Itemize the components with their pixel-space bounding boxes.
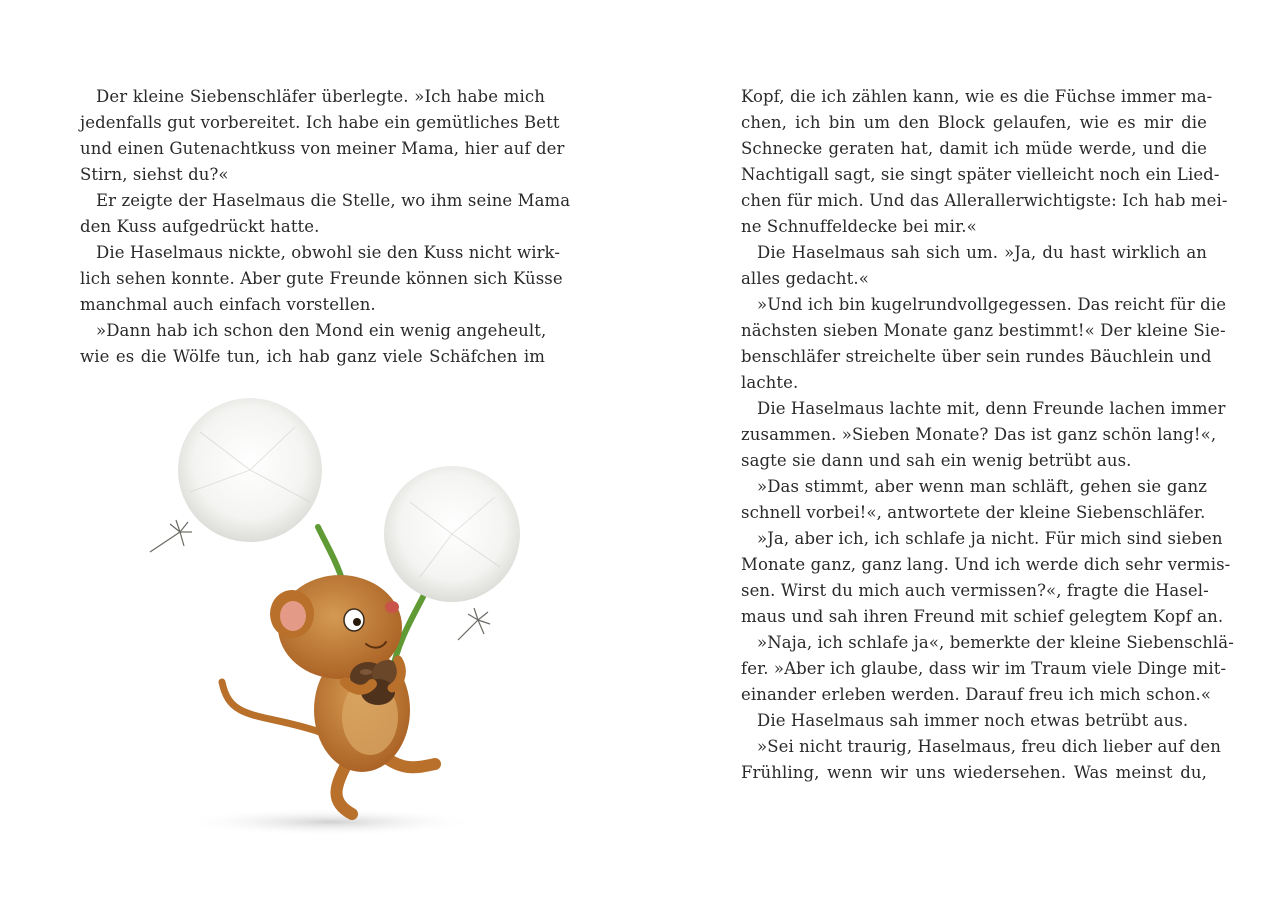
text-line: Der kleine Siebenschläfer überlegte. »Ich habe mich — [96, 87, 545, 106]
text-line: schnell vorbei!«, antwortete der kleine Siebenschläfer. — [741, 503, 1206, 522]
text-line: chen für mich. Und das Allerallerwichtigste: Ich hab mei- — [741, 191, 1228, 210]
text-line: nächsten sieben Monate ganz bestimmt!« Der kleine Sie- — [741, 321, 1226, 340]
text-line: »Naja, ich schlafe ja«, bemerkte der kleine Siebenschlä- — [757, 633, 1234, 652]
text-line: einander erleben werden. Darauf freu ich mich schon.« — [741, 685, 1212, 704]
text-line: Die Haselmaus sah sich um. »Ja, du hast wirklich an — [757, 243, 1207, 262]
mouse-pupil — [353, 618, 361, 626]
text-line: »Ja, aber ich, ich schlafe ja nicht. Für mich sind sieben — [757, 529, 1223, 548]
right-page — [741, 84, 1234, 786]
floating-seed-left — [150, 520, 192, 552]
text-line: Er zeigte der Haselmaus die Stelle, wo ihm seine Mama — [96, 191, 571, 210]
text-line: zusammen. »Sieben Monate? Das ist ganz schön lang!«, — [741, 425, 1217, 444]
text-line: jedenfalls gut vorbereitet. Ich habe ein gemütliches Bett — [80, 113, 560, 132]
mouse-nose — [385, 601, 399, 613]
text-line: alles gedacht.« — [741, 269, 869, 288]
text-line: ne Schnuffeldecke bei mir.« — [741, 217, 977, 236]
left-page — [80, 84, 571, 370]
text-line: »Dann hab ich schon den Mond ein wenig angeheult, — [96, 321, 547, 340]
mouse-leg-left — [336, 767, 352, 814]
text-line: Die Haselmaus nickte, obwohl sie den Kuss nicht wirk- — [96, 243, 561, 262]
text-line: Nachtigall sagt, sie singt später vielleicht noch ein Lied- — [741, 165, 1220, 184]
text-line: Stirn, siehst du?« — [80, 165, 229, 184]
right-page-text — [741, 84, 1234, 786]
floating-seed-right — [458, 608, 490, 640]
mouse-dandelion-illustration — [130, 392, 550, 852]
text-line: lachte. — [741, 373, 799, 392]
ground-shadow — [180, 808, 480, 836]
text-line: und einen Gutenachtkuss von meiner Mama, hier auf der — [80, 139, 565, 158]
left-page-text — [80, 84, 571, 370]
text-line: »Das stimmt, aber wenn man schläft, gehen sie ganz — [757, 477, 1207, 496]
text-line: maus und sah ihren Freund mit schief gelegtem Kopf an. — [741, 607, 1224, 626]
text-line: chen, ich bin um den Block gelaufen, wie es mir die — [741, 113, 1207, 132]
text-line: Kopf, die ich zählen kann, wie es die Füchse immer ma- — [741, 87, 1213, 106]
text-line: Monate ganz, ganz lang. Und ich werde dich sehr vermis- — [741, 555, 1231, 574]
text-line: sen. Wirst du mich auch vermissen?«, fragte die Hasel- — [741, 581, 1209, 600]
text-line: manchmal auch einfach vorstellen. — [80, 295, 376, 314]
text-line: lich sehen konnte. Aber gute Freunde können sich Küsse — [80, 269, 563, 288]
text-line: benschläfer streichelte über sein rundes Bäuchlein und — [741, 347, 1212, 366]
text-line: Die Haselmaus sah immer noch etwas betrübt aus. — [757, 711, 1189, 730]
text-line: den Kuss aufgedrückt hatte. — [80, 217, 320, 236]
text-line: »Sei nicht traurig, Haselmaus, freu dich lieber auf den — [757, 737, 1221, 756]
text-line: Frühling, wenn wir uns wiedersehen. Was meinst du, — [741, 763, 1207, 782]
text-line: sagte sie dann und sah ein wenig betrübt aus. — [741, 451, 1132, 470]
text-line: fer. »Aber ich glaube, dass wir im Traum viele Dinge mit- — [741, 659, 1227, 678]
text-line: Schnecke geraten hat, damit ich müde werde, und die — [741, 139, 1207, 158]
text-line: wie es die Wölfe tun, ich hab ganz viele Schäfchen im — [80, 347, 545, 366]
mouse-tail — [222, 682, 320, 732]
text-line: »Und ich bin kugelrundvollgegessen. Das reicht für die — [757, 295, 1227, 314]
mouse-leg-right — [385, 757, 435, 767]
mouse-ear-inner — [280, 601, 306, 631]
text-line: Die Haselmaus lachte mit, denn Freunde lachen immer — [757, 399, 1226, 418]
